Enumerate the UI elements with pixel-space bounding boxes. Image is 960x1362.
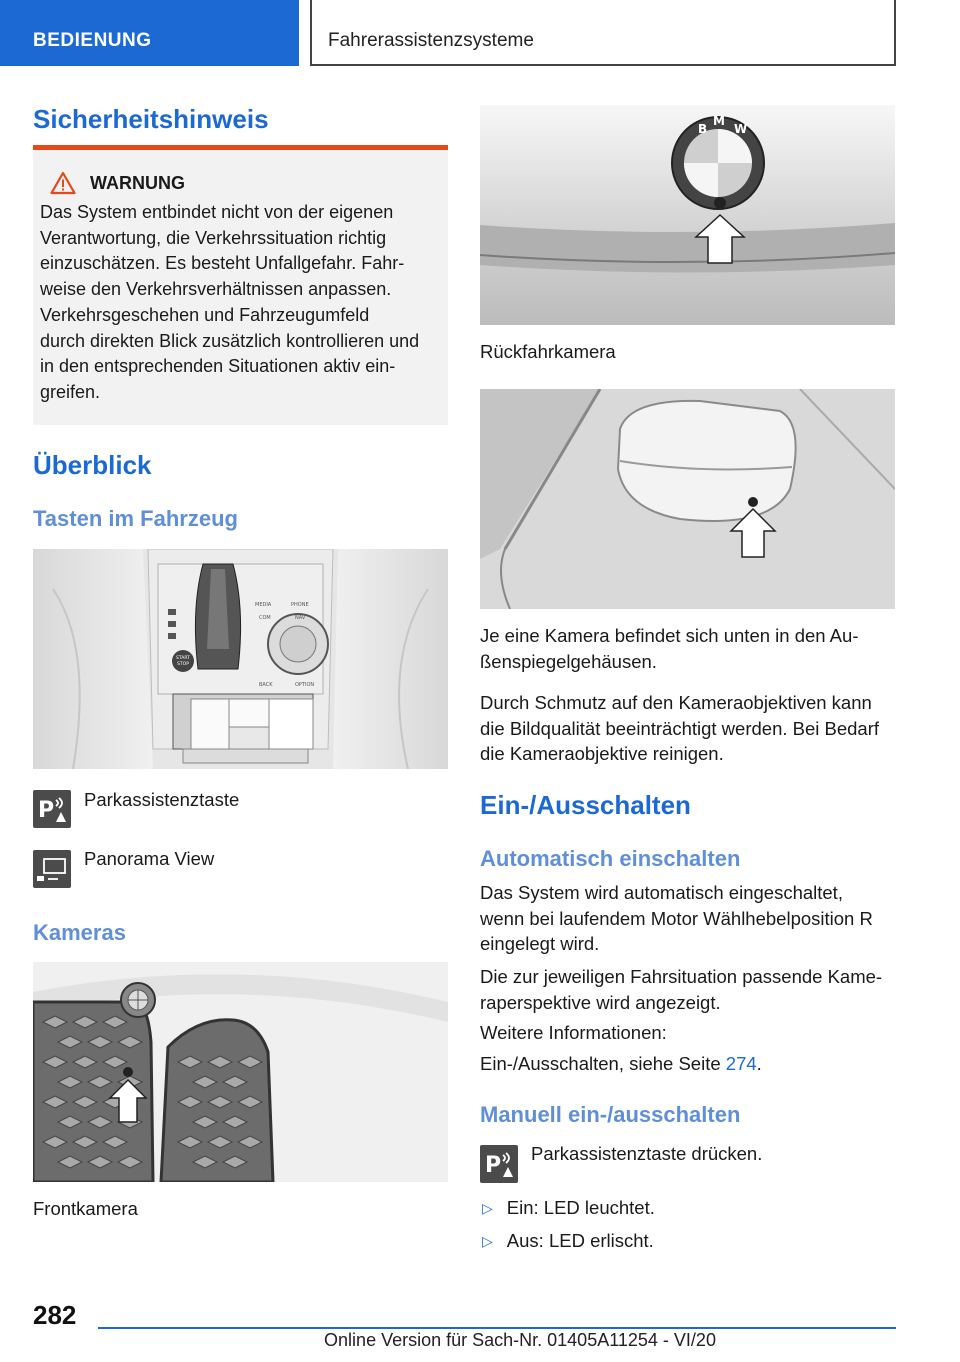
cameras-title: Kameras bbox=[33, 920, 126, 945]
back-label: BACK bbox=[259, 682, 273, 688]
bullet-triangle-icon: ▷ bbox=[482, 1233, 493, 1249]
chapter-title: Fahrerassistenzsysteme bbox=[310, 0, 896, 66]
overview-title: Überblick bbox=[33, 450, 152, 480]
warning-label: WARNUNG bbox=[90, 172, 185, 193]
section-tab: BEDIENUNG bbox=[0, 0, 299, 66]
com-label: COM bbox=[259, 615, 271, 621]
park-assist-icon bbox=[480, 1145, 518, 1183]
panorama-view-label: Panorama View bbox=[84, 848, 215, 869]
svg-text:B: B bbox=[698, 122, 708, 136]
svg-text:M: M bbox=[713, 114, 725, 128]
perspective-text: Die zur jeweiligen Fahrsituation passende Kame- raperspektive wird angezeigt. bbox=[480, 966, 883, 1013]
list-item: ▷ Aus: LED erlischt. bbox=[482, 1230, 654, 1251]
nav-label: NAV bbox=[295, 615, 306, 621]
mirror-camera-text: Je eine Kamera befindet sich unten in den Au- ßenspiegelgehäusen. bbox=[480, 625, 859, 672]
footer-text: Online Version für Sach-Nr. 01405A11254 - VI/20 bbox=[324, 1330, 716, 1350]
park-assist-label: Parkassistenztaste bbox=[84, 789, 240, 810]
dirt-notice-text: Durch Schmutz auf den Kameraobjektiven kann die Bildqualität beeinträchtigt werden. Bei Bedarf die Kameraobjektive reinigen. bbox=[480, 692, 880, 764]
safety-title: Sicherheitshinweis bbox=[33, 104, 269, 134]
warning-box bbox=[33, 150, 448, 425]
media-label: MEDIA bbox=[255, 602, 272, 608]
front-camera-image bbox=[33, 962, 448, 1182]
page-number: 282 bbox=[33, 1300, 77, 1330]
manual-onoff-text: Parkassistenztaste drücken. bbox=[531, 1143, 763, 1164]
front-camera-caption: Frontkamera bbox=[33, 1198, 138, 1219]
auto-on-title: Automatisch einschalten bbox=[480, 846, 741, 871]
svg-text:STOP: STOP bbox=[177, 662, 189, 667]
panorama-view-icon bbox=[33, 850, 71, 888]
auto-on-text: Das System wird automatisch eingeschaltet, wenn bei laufendem Motor Wählhebelposition R eingelegt wird. bbox=[480, 882, 873, 954]
buttons-title: Tasten im Fahrzeug bbox=[33, 506, 238, 531]
park-assist-icon bbox=[33, 790, 71, 828]
bullet-triangle-icon: ▷ bbox=[482, 1200, 493, 1216]
page-link[interactable]: 274 bbox=[725, 1053, 757, 1074]
warning-text: Das System entbindet nicht von der eigenen Verantwortung, die Verkehrssituation richtig einzuschätzen. Es besteht Unfallgefahr. Fahr- weise den Verkehrsverhältnissen anpassen. Verkehrsgeschehen und Fahrzeugumfeld durch direkten Blick zusätzlich kontrollieren und in den entsprechenden Situationen aktiv ein- greifen. bbox=[40, 202, 420, 402]
start-stop-label: START bbox=[176, 656, 190, 661]
svg-text:P: P bbox=[38, 798, 55, 823]
svg-text:P: P bbox=[485, 1153, 502, 1178]
side-mirror-camera-image bbox=[480, 389, 895, 609]
rear-camera-caption: Rückfahrkamera bbox=[480, 341, 616, 362]
phone-label: PHONE bbox=[291, 602, 309, 608]
footer-divider bbox=[98, 1327, 896, 1329]
rear-camera-image bbox=[480, 105, 895, 325]
center-console-image bbox=[33, 549, 448, 769]
manual-onoff-title: Manuell ein-/ausschalten bbox=[480, 1102, 741, 1127]
page-reference: Ein-/Ausschalten, siehe Seite 274. bbox=[480, 1053, 762, 1074]
list-item: ▷ Ein: LED leuchtet. bbox=[482, 1197, 655, 1218]
more-info-label: Weitere Informationen: bbox=[480, 1022, 667, 1043]
option-label: OPTION bbox=[295, 682, 315, 688]
onoff-title: Ein-/Ausschalten bbox=[480, 790, 691, 820]
svg-text:W: W bbox=[734, 122, 748, 136]
warning-triangle-icon bbox=[50, 171, 76, 195]
